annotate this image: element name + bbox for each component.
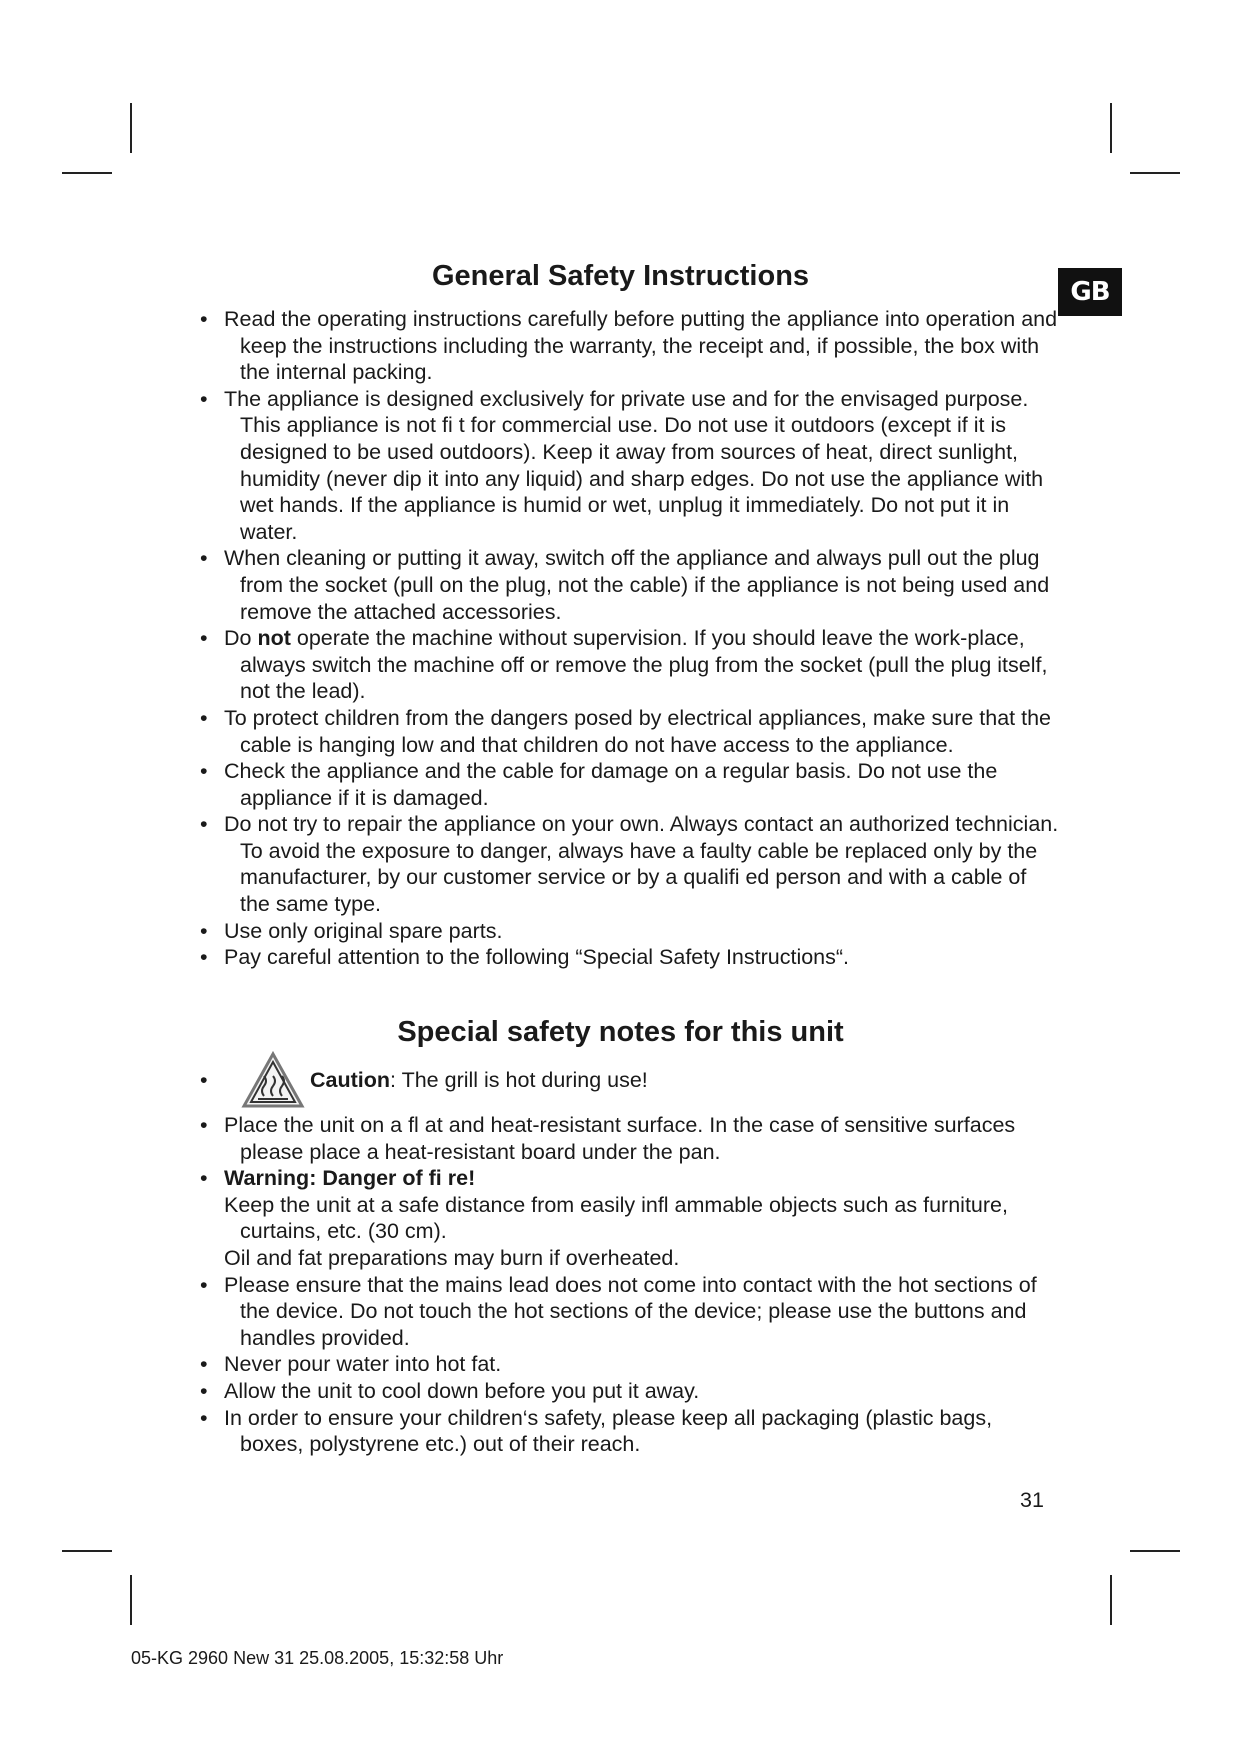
list-item: • Allow the unit to cool down before you put it away. <box>200 1378 1060 1405</box>
general-safety-list <box>200 306 1060 971</box>
crop-mark-top-right-horizontal <box>1130 172 1180 174</box>
language-badge: GB <box>1058 268 1122 316</box>
caution-label: Caution <box>310 1067 391 1092</box>
supervision-bold: not <box>257 626 291 651</box>
general-safety-title: General Safety Instructions <box>431 260 810 292</box>
list-item: • Use only original spare parts. <box>200 918 1060 945</box>
warning-line-1: Keep the unit at a safe distance from easily infl ammable objects such as furniture, curtains, etc. (30 cm). <box>224 1192 1008 1244</box>
crop-mark-top-right-vertical <box>1110 103 1112 153</box>
crop-mark-bottom-left-vertical <box>130 1575 132 1625</box>
crop-mark-top-left-horizontal <box>62 172 112 174</box>
list-item: • Please ensure that the mains lead does not come into contact with the hot sections of the device. Do not touch the hot sections of the device; please use the buttons and handles provided. <box>200 1272 1060 1352</box>
special-safety-title: Special safety notes for this unit <box>397 1016 844 1048</box>
list-item-supervision <box>200 625 1060 705</box>
crop-mark-bottom-left-horizontal <box>62 1550 112 1552</box>
warning-line-2: Oil and fat preparations may burn if overheated. <box>224 1245 680 1270</box>
crop-mark-top-left-vertical <box>130 103 132 153</box>
caution-row <box>200 1050 1000 1110</box>
crop-mark-bottom-right-vertical <box>1110 1575 1112 1625</box>
list-item: • When cleaning or putting it away, switch off the appliance and always pull out the plug from the socket (pull on the plug, not the cable) if the appliance is not being used and remove the attached accessories. <box>200 545 1060 625</box>
list-item: • Check the appliance and the cable for damage on a regular basis. Do not use the appliance if it is damaged. <box>200 758 1060 811</box>
list-item: • Never pour water into hot fat. <box>200 1351 1060 1378</box>
list-item: • To protect children from the dangers posed by electrical appliances, make sure that the cable is hanging low and that children do not have access to the appliance. <box>200 705 1060 758</box>
list-item: • Read the operating instructions carefully before putting the appliance into operation and keep the instructions including the warranty, the receipt and, if possible, the box with the internal packing. <box>200 306 1060 386</box>
page-number: 31 <box>1020 1488 1044 1512</box>
list-item: • Place the unit on a fl at and heat-resistant surface. In the case of sensitive surfaces please place a heat-resistant board under the pan. <box>200 1112 1060 1165</box>
list-item: • The appliance is designed exclusively for private use and for the envisaged purpose. This appliance is not fi t for commercial use. Do not use it outdoors (except if it is designed to be used outdoors). Keep it away from sources of heat, direct sunlight, humidity (never dip it into any liquid) and sharp edges. Do not use the appliance with wet hands. If the appliance is humid or wet, unplug it immediately. Do not put it in water. <box>200 386 1060 546</box>
supervision-post: operate the machine without supervision. If you should leave the work-place, always switch the machine off or remove the plug from the socket (pull the plug itself, not the lead). <box>240 626 1048 704</box>
list-item: • Pay careful attention to the following “Special Safety Instructions“. <box>200 944 1060 971</box>
list-item: • In order to ensure your children‘s safety, please keep all packaging (plastic bags, boxes, polystyrene etc.) out of their reach. <box>200 1405 1060 1458</box>
special-safety-list <box>200 1112 1060 1458</box>
hot-surface-warning-icon <box>240 1050 306 1110</box>
warning-heading: Warning: Danger of fi re! <box>224 1166 476 1191</box>
list-item: • Do not try to repair the appliance on your own. Always contact an authorized technician. To avoid the exposure to danger, always have a faulty cable be replaced only by the manufacturer, by our customer service or by a qualifi ed person and with a cable of the same type. <box>200 811 1060 917</box>
caution-bullet: • <box>200 1067 208 1092</box>
list-item-warning <box>200 1165 1060 1271</box>
caution-text: : The grill is hot during use! <box>390 1067 648 1092</box>
supervision-pre: Do <box>224 626 258 651</box>
print-footer: 05-KG 2960 New 31 25.08.2005, 15:32:58 Uhr <box>131 1648 504 1668</box>
crop-mark-bottom-right-horizontal <box>1130 1550 1180 1552</box>
